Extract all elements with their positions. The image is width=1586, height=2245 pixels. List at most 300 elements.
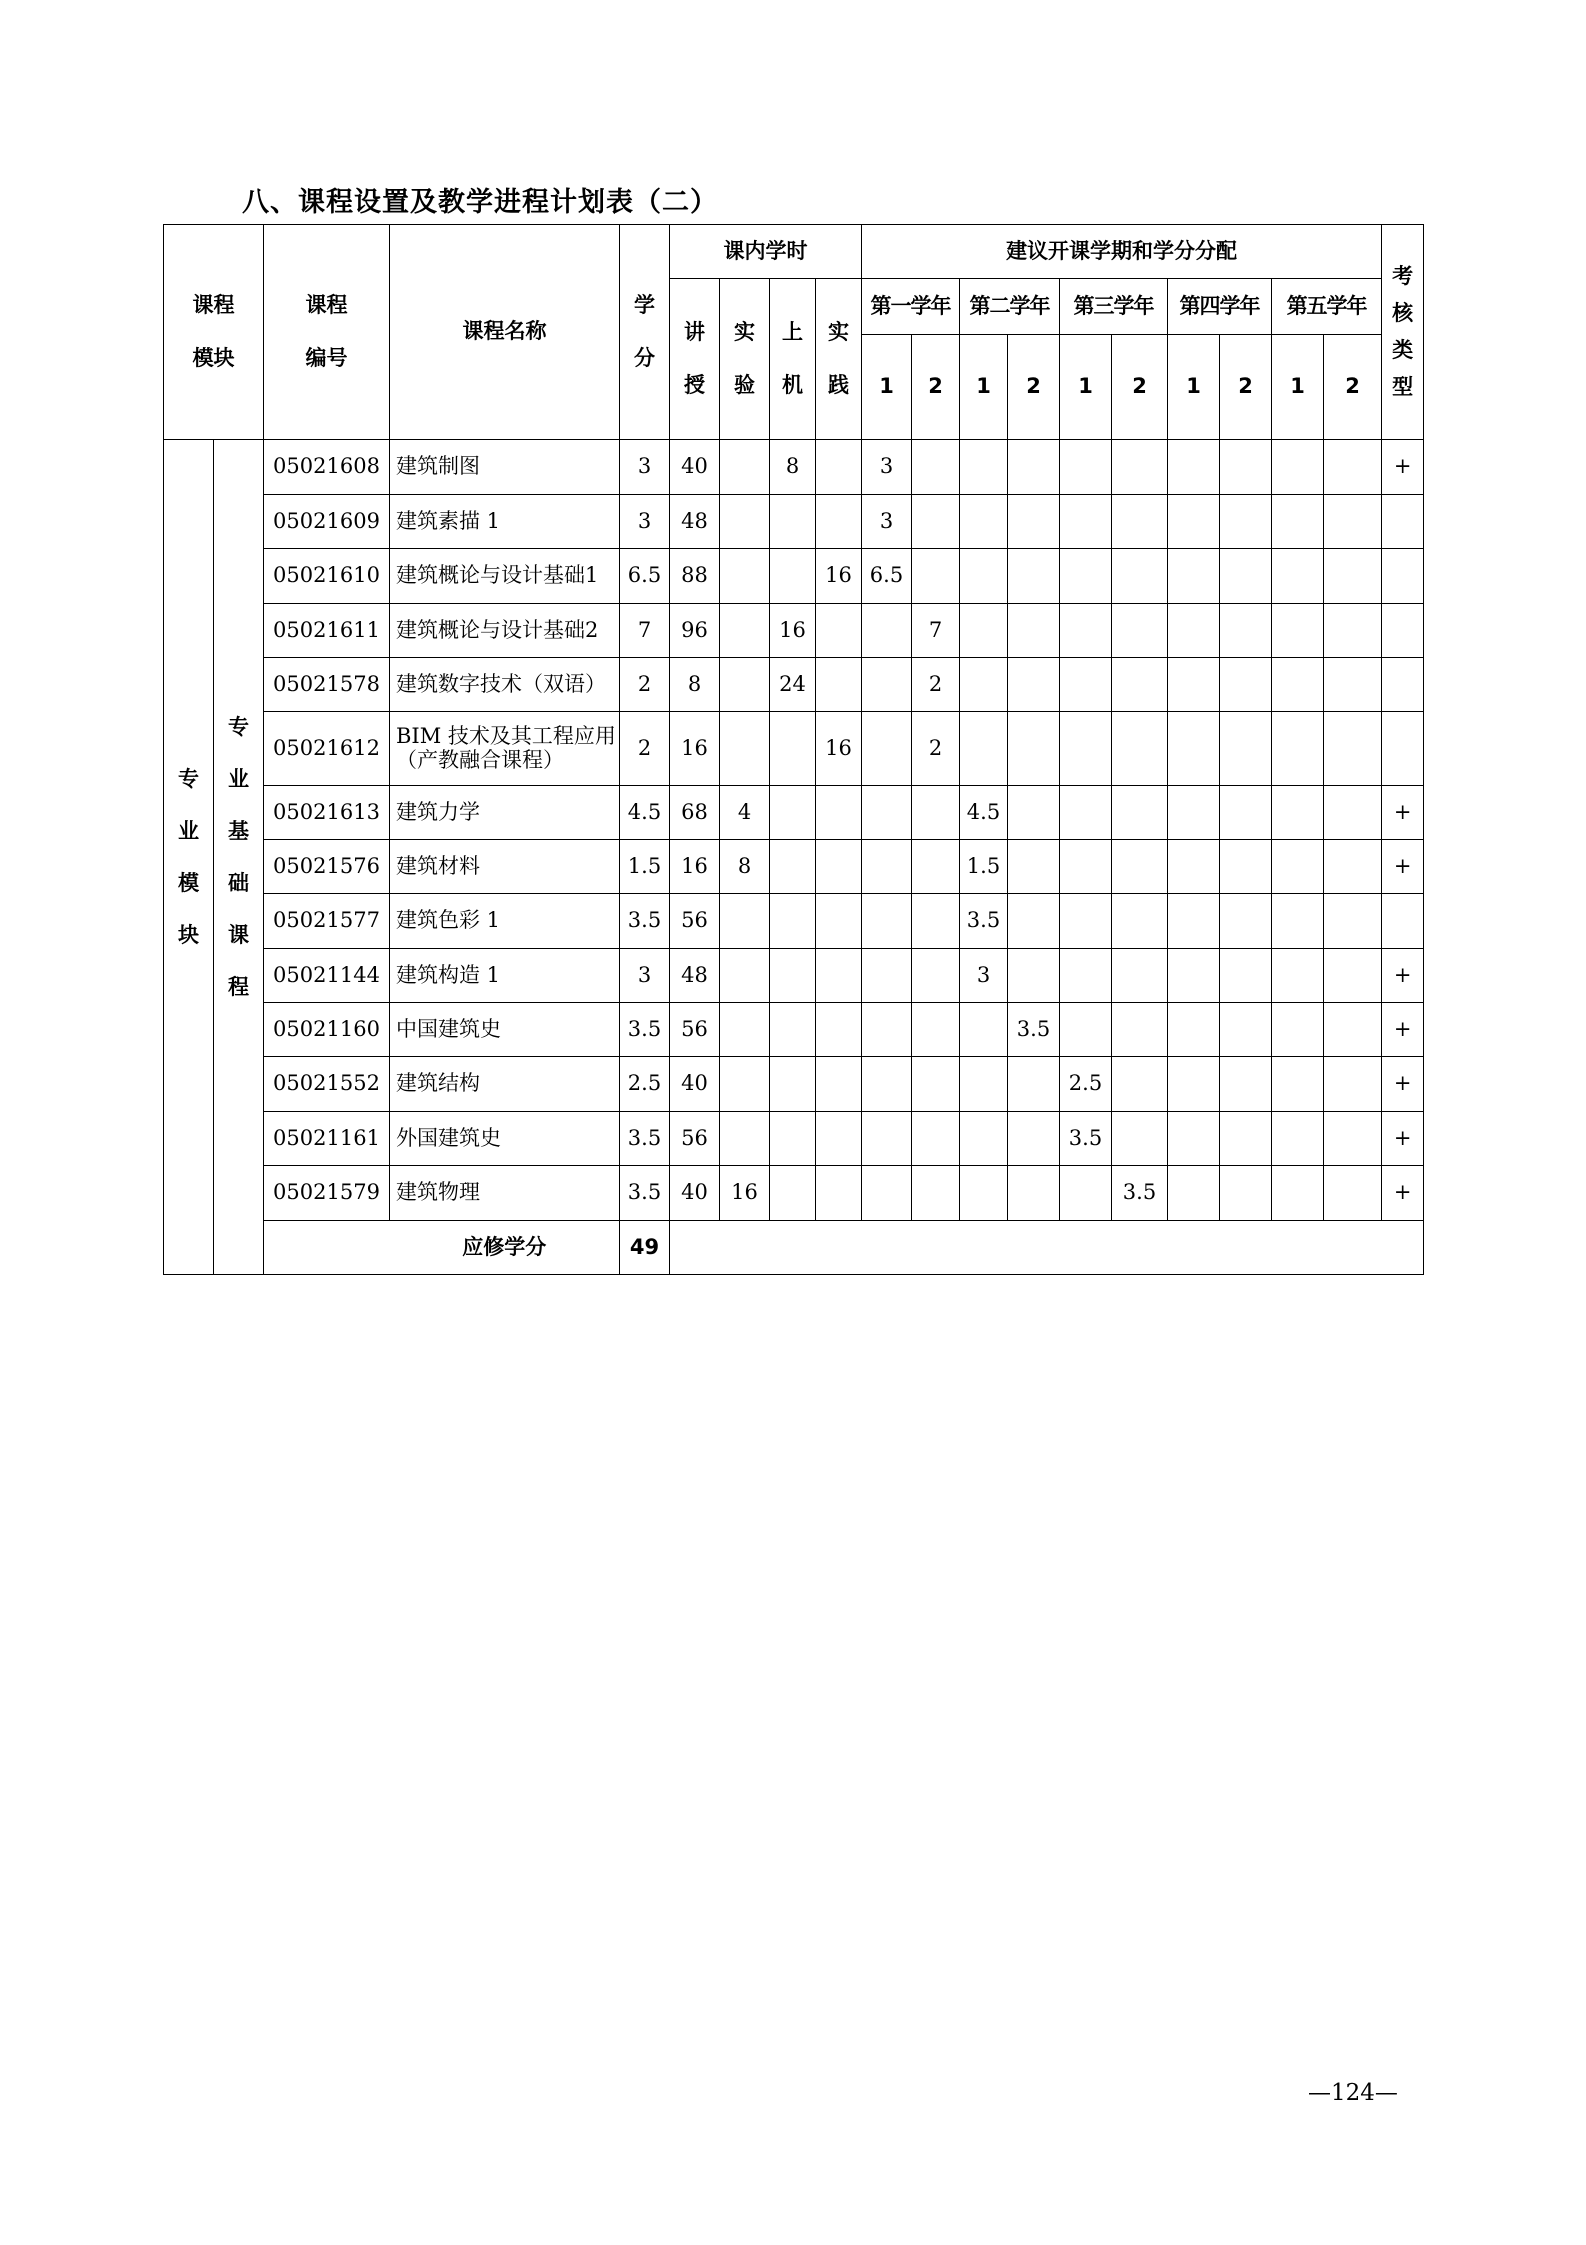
cell-lecture: 8 (670, 658, 720, 712)
course-code: 05021610 (264, 549, 390, 604)
header-row-1 (164, 225, 1424, 279)
cell-term-5 (1060, 712, 1112, 786)
cell-practice (816, 894, 862, 949)
cell-term-5 (1060, 786, 1112, 840)
cell-term-1: 3 (862, 495, 912, 549)
course-plan-table (163, 224, 1424, 1275)
table-row (164, 549, 1424, 604)
cell-lecture: 88 (670, 549, 720, 604)
cell-term-1 (862, 658, 912, 712)
cell-term-1 (862, 786, 912, 840)
cell-term-7 (1168, 840, 1220, 894)
cell-term-4: 3.5 (1008, 1003, 1060, 1057)
header-lecture (670, 279, 720, 440)
cell-term-10 (1324, 949, 1382, 1003)
cell-term-6 (1112, 894, 1168, 949)
cell-lecture: 56 (670, 1112, 720, 1166)
cell-credit: 2 (620, 712, 670, 786)
cell-term-1: 3 (862, 440, 912, 495)
cell-term-9 (1272, 440, 1324, 495)
cell-term-3 (960, 1112, 1008, 1166)
cell-lab: 8 (720, 840, 770, 894)
cell-practice (816, 949, 862, 1003)
cell-term-4 (1008, 786, 1060, 840)
cell-term-2 (912, 549, 960, 604)
header-term: 2 (912, 335, 960, 440)
cell-term-10 (1324, 894, 1382, 949)
module-label-char: 专 (178, 767, 199, 791)
course-name: 建筑结构 (390, 1057, 620, 1112)
cell-exam-type (1382, 658, 1424, 712)
header-exam-type (1382, 225, 1424, 440)
cell-term-7 (1168, 658, 1220, 712)
header-computer-line1: 上 (782, 320, 803, 344)
cell-term-2 (912, 786, 960, 840)
header-term: 1 (1060, 335, 1112, 440)
cell-credit: 2 (620, 658, 670, 712)
cell-term-3: 3.5 (960, 894, 1008, 949)
cell-term-9 (1272, 549, 1324, 604)
table-row (164, 1057, 1424, 1112)
course-name (390, 712, 620, 786)
submodule-label (214, 440, 264, 1275)
cell-term-3 (960, 495, 1008, 549)
cell-term-1 (862, 949, 912, 1003)
cell-term-8 (1220, 440, 1272, 495)
cell-computer (770, 894, 816, 949)
cell-term-9 (1272, 1166, 1324, 1221)
submodule-label-char: 基 (228, 819, 249, 843)
submodule-label-char: 专 (228, 715, 249, 739)
course-code: 05021613 (264, 786, 390, 840)
cell-practice (816, 440, 862, 495)
cell-computer (770, 1166, 816, 1221)
cell-term-2: 2 (912, 712, 960, 786)
cell-credit: 2.5 (620, 1057, 670, 1112)
cell-exam-type: + (1382, 949, 1424, 1003)
cell-computer (770, 949, 816, 1003)
cell-term-6: 3.5 (1112, 1166, 1168, 1221)
cell-term-4 (1008, 1112, 1060, 1166)
cell-term-3 (960, 549, 1008, 604)
table-row (164, 1003, 1424, 1057)
header-credit-line2: 分 (634, 346, 655, 370)
cell-credit: 3.5 (620, 1112, 670, 1166)
cell-lecture: 96 (670, 604, 720, 658)
cell-term-6 (1112, 786, 1168, 840)
cell-exam-type (1382, 495, 1424, 549)
cell-term-6 (1112, 840, 1168, 894)
total-credit: 49 (620, 1221, 670, 1275)
cell-term-4 (1008, 712, 1060, 786)
cell-term-7 (1168, 1057, 1220, 1112)
cell-lab (720, 1003, 770, 1057)
cell-lab (720, 658, 770, 712)
header-exam-line4: 型 (1392, 375, 1414, 399)
header-module (164, 225, 264, 440)
cell-credit: 7 (620, 604, 670, 658)
page-number: —124— (1308, 2080, 1398, 2106)
cell-term-8 (1220, 604, 1272, 658)
cell-term-8 (1220, 658, 1272, 712)
table-row (164, 712, 1424, 786)
cell-exam-type (1382, 604, 1424, 658)
cell-term-4 (1008, 949, 1060, 1003)
cell-lab (720, 549, 770, 604)
cell-computer (770, 786, 816, 840)
cell-term-7 (1168, 712, 1220, 786)
cell-term-9 (1272, 1003, 1324, 1057)
cell-practice (816, 1112, 862, 1166)
header-code-line2: 编号 (305, 346, 348, 370)
course-code: 05021160 (264, 1003, 390, 1057)
submodule-label-char: 业 (228, 767, 249, 791)
cell-lab (720, 894, 770, 949)
course-name: 建筑素描 1 (390, 495, 620, 549)
cell-term-9 (1272, 840, 1324, 894)
module-label (164, 440, 214, 1275)
course-name: 建筑概论与设计基础1 (390, 549, 620, 604)
cell-exam-type: + (1382, 1112, 1424, 1166)
cell-practice: 16 (816, 712, 862, 786)
course-code: 05021552 (264, 1057, 390, 1112)
cell-practice (816, 1003, 862, 1057)
cell-term-4 (1008, 604, 1060, 658)
cell-term-2 (912, 840, 960, 894)
cell-lecture: 56 (670, 1003, 720, 1057)
table-row (164, 1166, 1424, 1221)
course-code: 05021611 (264, 604, 390, 658)
cell-computer (770, 1057, 816, 1112)
cell-lab: 4 (720, 786, 770, 840)
cell-lecture: 68 (670, 786, 720, 840)
cell-lecture: 48 (670, 949, 720, 1003)
cell-term-5 (1060, 604, 1112, 658)
cell-term-8 (1220, 1057, 1272, 1112)
cell-lab (720, 495, 770, 549)
cell-term-4 (1008, 549, 1060, 604)
cell-term-3 (960, 1057, 1008, 1112)
cell-term-10 (1324, 1057, 1382, 1112)
cell-credit: 4.5 (620, 786, 670, 840)
cell-lecture: 40 (670, 1057, 720, 1112)
cell-credit: 3 (620, 440, 670, 495)
header-lab (720, 279, 770, 440)
cell-lecture: 16 (670, 840, 720, 894)
cell-term-5 (1060, 949, 1112, 1003)
cell-term-6 (1112, 1057, 1168, 1112)
course-code: 05021161 (264, 1112, 390, 1166)
cell-term-1 (862, 1003, 912, 1057)
cell-exam-type: + (1382, 1057, 1424, 1112)
submodule-label-char: 课 (228, 923, 249, 947)
course-name: 建筑概论与设计基础2 (390, 604, 620, 658)
cell-term-10 (1324, 1166, 1382, 1221)
cell-lab (720, 712, 770, 786)
page-title: 八、课程设置及教学进程计划表（二） (242, 187, 718, 218)
header-name: 课程名称 (390, 225, 620, 440)
cell-term-9 (1272, 949, 1324, 1003)
cell-computer (770, 712, 816, 786)
total-blank-cell (264, 1221, 390, 1275)
course-code: 05021144 (264, 949, 390, 1003)
header-year-1: 第一学年 (862, 279, 960, 335)
cell-lab (720, 604, 770, 658)
course-code: 05021579 (264, 1166, 390, 1221)
header-practice-line1: 实 (828, 320, 849, 344)
cell-computer (770, 549, 816, 604)
cell-term-7 (1168, 949, 1220, 1003)
course-code: 05021577 (264, 894, 390, 949)
course-name: 建筑物理 (390, 1166, 620, 1221)
cell-term-2 (912, 949, 960, 1003)
cell-term-9 (1272, 1057, 1324, 1112)
cell-computer: 16 (770, 604, 816, 658)
cell-term-7 (1168, 440, 1220, 495)
header-term: 2 (1324, 335, 1382, 440)
cell-term-2 (912, 1112, 960, 1166)
cell-term-9 (1272, 894, 1324, 949)
course-name: 建筑数字技术（双语） (390, 658, 620, 712)
cell-computer (770, 1003, 816, 1057)
cell-practice (816, 604, 862, 658)
header-hours-group: 课内学时 (670, 225, 862, 279)
header-lecture-line1: 讲 (684, 320, 705, 344)
cell-term-7 (1168, 549, 1220, 604)
cell-term-8 (1220, 894, 1272, 949)
cell-term-5 (1060, 549, 1112, 604)
cell-exam-type (1382, 549, 1424, 604)
cell-term-4 (1008, 1166, 1060, 1221)
header-code (264, 225, 390, 440)
course-code: 05021576 (264, 840, 390, 894)
cell-term-3 (960, 1003, 1008, 1057)
cell-credit: 3 (620, 949, 670, 1003)
cell-lecture: 56 (670, 894, 720, 949)
header-year-5: 第五学年 (1272, 279, 1382, 335)
cell-term-3: 4.5 (960, 786, 1008, 840)
cell-term-8 (1220, 549, 1272, 604)
header-lab-line1: 实 (734, 320, 755, 344)
header-code-line1: 课程 (305, 293, 348, 317)
cell-term-2 (912, 440, 960, 495)
cell-term-3 (960, 712, 1008, 786)
cell-term-8 (1220, 1112, 1272, 1166)
table-row (164, 440, 1424, 495)
cell-practice (816, 1057, 862, 1112)
header-year-3: 第三学年 (1060, 279, 1168, 335)
cell-lecture: 40 (670, 1166, 720, 1221)
cell-term-9 (1272, 495, 1324, 549)
cell-term-10 (1324, 786, 1382, 840)
header-term: 1 (1168, 335, 1220, 440)
cell-term-9 (1272, 658, 1324, 712)
cell-term-1: 6.5 (862, 549, 912, 604)
header-term: 1 (1272, 335, 1324, 440)
cell-term-2 (912, 1057, 960, 1112)
module-label-char: 模 (178, 871, 199, 895)
cell-term-2 (912, 1166, 960, 1221)
cell-exam-type: + (1382, 840, 1424, 894)
header-term: 1 (960, 335, 1008, 440)
header-module-line1: 课程 (192, 293, 235, 317)
module-label-char: 业 (178, 819, 199, 843)
cell-computer: 24 (770, 658, 816, 712)
cell-lab (720, 440, 770, 495)
cell-term-6 (1112, 712, 1168, 786)
cell-lab (720, 1112, 770, 1166)
cell-term-6 (1112, 949, 1168, 1003)
cell-term-5 (1060, 495, 1112, 549)
cell-practice (816, 840, 862, 894)
header-credit-line1: 学 (634, 293, 655, 317)
cell-term-8 (1220, 495, 1272, 549)
course-code: 05021608 (264, 440, 390, 495)
table-row (164, 658, 1424, 712)
header-year-4: 第四学年 (1168, 279, 1272, 335)
cell-term-4 (1008, 894, 1060, 949)
cell-term-3: 3 (960, 949, 1008, 1003)
course-name: 外国建筑史 (390, 1112, 620, 1166)
table-body (164, 225, 1424, 1275)
header-module-line2: 模块 (192, 346, 235, 370)
header-computer-line2: 机 (782, 373, 803, 397)
submodule-label-char: 程 (228, 975, 249, 999)
cell-term-5: 2.5 (1060, 1057, 1112, 1112)
cell-term-10 (1324, 549, 1382, 604)
cell-credit: 3.5 (620, 894, 670, 949)
cell-term-6 (1112, 658, 1168, 712)
cell-computer (770, 1112, 816, 1166)
course-code: 05021609 (264, 495, 390, 549)
cell-term-4 (1008, 440, 1060, 495)
cell-computer (770, 840, 816, 894)
cell-term-3 (960, 658, 1008, 712)
course-code: 05021578 (264, 658, 390, 712)
cell-term-10 (1324, 604, 1382, 658)
cell-term-1 (862, 604, 912, 658)
course-name-line1: BIM 技术及其工程应用 (396, 724, 616, 749)
cell-term-4 (1008, 495, 1060, 549)
cell-term-6 (1112, 1112, 1168, 1166)
cell-term-5 (1060, 440, 1112, 495)
cell-term-10 (1324, 440, 1382, 495)
cell-term-8 (1220, 712, 1272, 786)
cell-term-8 (1220, 786, 1272, 840)
header-exam-line3: 类 (1392, 338, 1414, 362)
cell-lecture: 48 (670, 495, 720, 549)
cell-practice (816, 786, 862, 840)
cell-exam-type (1382, 712, 1424, 786)
cell-term-4 (1008, 1057, 1060, 1112)
cell-term-9 (1272, 712, 1324, 786)
table-row (164, 604, 1424, 658)
header-schedule-group: 建议开课学期和学分分配 (862, 225, 1382, 279)
cell-computer (770, 495, 816, 549)
header-term: 2 (1008, 335, 1060, 440)
module-label-char: 块 (178, 923, 199, 947)
table-row (164, 949, 1424, 1003)
header-exam-line1: 考 (1392, 264, 1414, 288)
cell-term-1 (862, 1112, 912, 1166)
header-lecture-line2: 授 (684, 373, 705, 397)
table-row (164, 786, 1424, 840)
header-credit (620, 225, 670, 440)
cell-term-10 (1324, 1112, 1382, 1166)
cell-term-5: 3.5 (1060, 1112, 1112, 1166)
total-label: 应修学分 (390, 1221, 620, 1275)
cell-term-10 (1324, 712, 1382, 786)
cell-term-10 (1324, 1003, 1382, 1057)
header-practice (816, 279, 862, 440)
cell-term-10 (1324, 658, 1382, 712)
submodule-label-char: 础 (228, 871, 249, 895)
cell-term-5 (1060, 1003, 1112, 1057)
cell-term-8 (1220, 840, 1272, 894)
header-practice-line2: 践 (828, 373, 849, 397)
total-empty-span (670, 1221, 1424, 1275)
cell-term-6 (1112, 604, 1168, 658)
course-name: 建筑制图 (390, 440, 620, 495)
course-name: 建筑材料 (390, 840, 620, 894)
cell-lab: 16 (720, 1166, 770, 1221)
cell-lab (720, 1057, 770, 1112)
cell-lab (720, 949, 770, 1003)
cell-term-3 (960, 440, 1008, 495)
cell-term-9 (1272, 604, 1324, 658)
table-row (164, 840, 1424, 894)
cell-term-6 (1112, 440, 1168, 495)
cell-term-5 (1060, 840, 1112, 894)
cell-credit: 3.5 (620, 1003, 670, 1057)
course-code: 05021612 (264, 712, 390, 786)
cell-term-9 (1272, 1112, 1324, 1166)
cell-term-1 (862, 894, 912, 949)
cell-term-8 (1220, 949, 1272, 1003)
cell-term-1 (862, 840, 912, 894)
cell-term-10 (1324, 840, 1382, 894)
header-term: 2 (1112, 335, 1168, 440)
cell-practice (816, 658, 862, 712)
cell-term-2 (912, 894, 960, 949)
cell-term-5 (1060, 658, 1112, 712)
cell-term-1 (862, 1057, 912, 1112)
cell-credit: 6.5 (620, 549, 670, 604)
cell-term-6 (1112, 549, 1168, 604)
cell-practice (816, 1166, 862, 1221)
cell-term-4 (1008, 658, 1060, 712)
course-name-line2: （产教融合课程） (396, 747, 564, 772)
cell-term-5 (1060, 894, 1112, 949)
cell-lecture: 40 (670, 440, 720, 495)
header-lab-line2: 验 (734, 373, 755, 397)
cell-term-4 (1008, 840, 1060, 894)
cell-term-7 (1168, 1003, 1220, 1057)
cell-term-7 (1168, 604, 1220, 658)
cell-term-1 (862, 1166, 912, 1221)
cell-exam-type (1382, 894, 1424, 949)
cell-term-1 (862, 712, 912, 786)
header-exam-line2: 核 (1392, 301, 1414, 325)
cell-exam-type: + (1382, 440, 1424, 495)
cell-term-3: 1.5 (960, 840, 1008, 894)
cell-term-3 (960, 1166, 1008, 1221)
total-row (164, 1221, 1424, 1275)
cell-term-6 (1112, 495, 1168, 549)
cell-practice: 16 (816, 549, 862, 604)
cell-exam-type: + (1382, 1003, 1424, 1057)
cell-lecture: 16 (670, 712, 720, 786)
